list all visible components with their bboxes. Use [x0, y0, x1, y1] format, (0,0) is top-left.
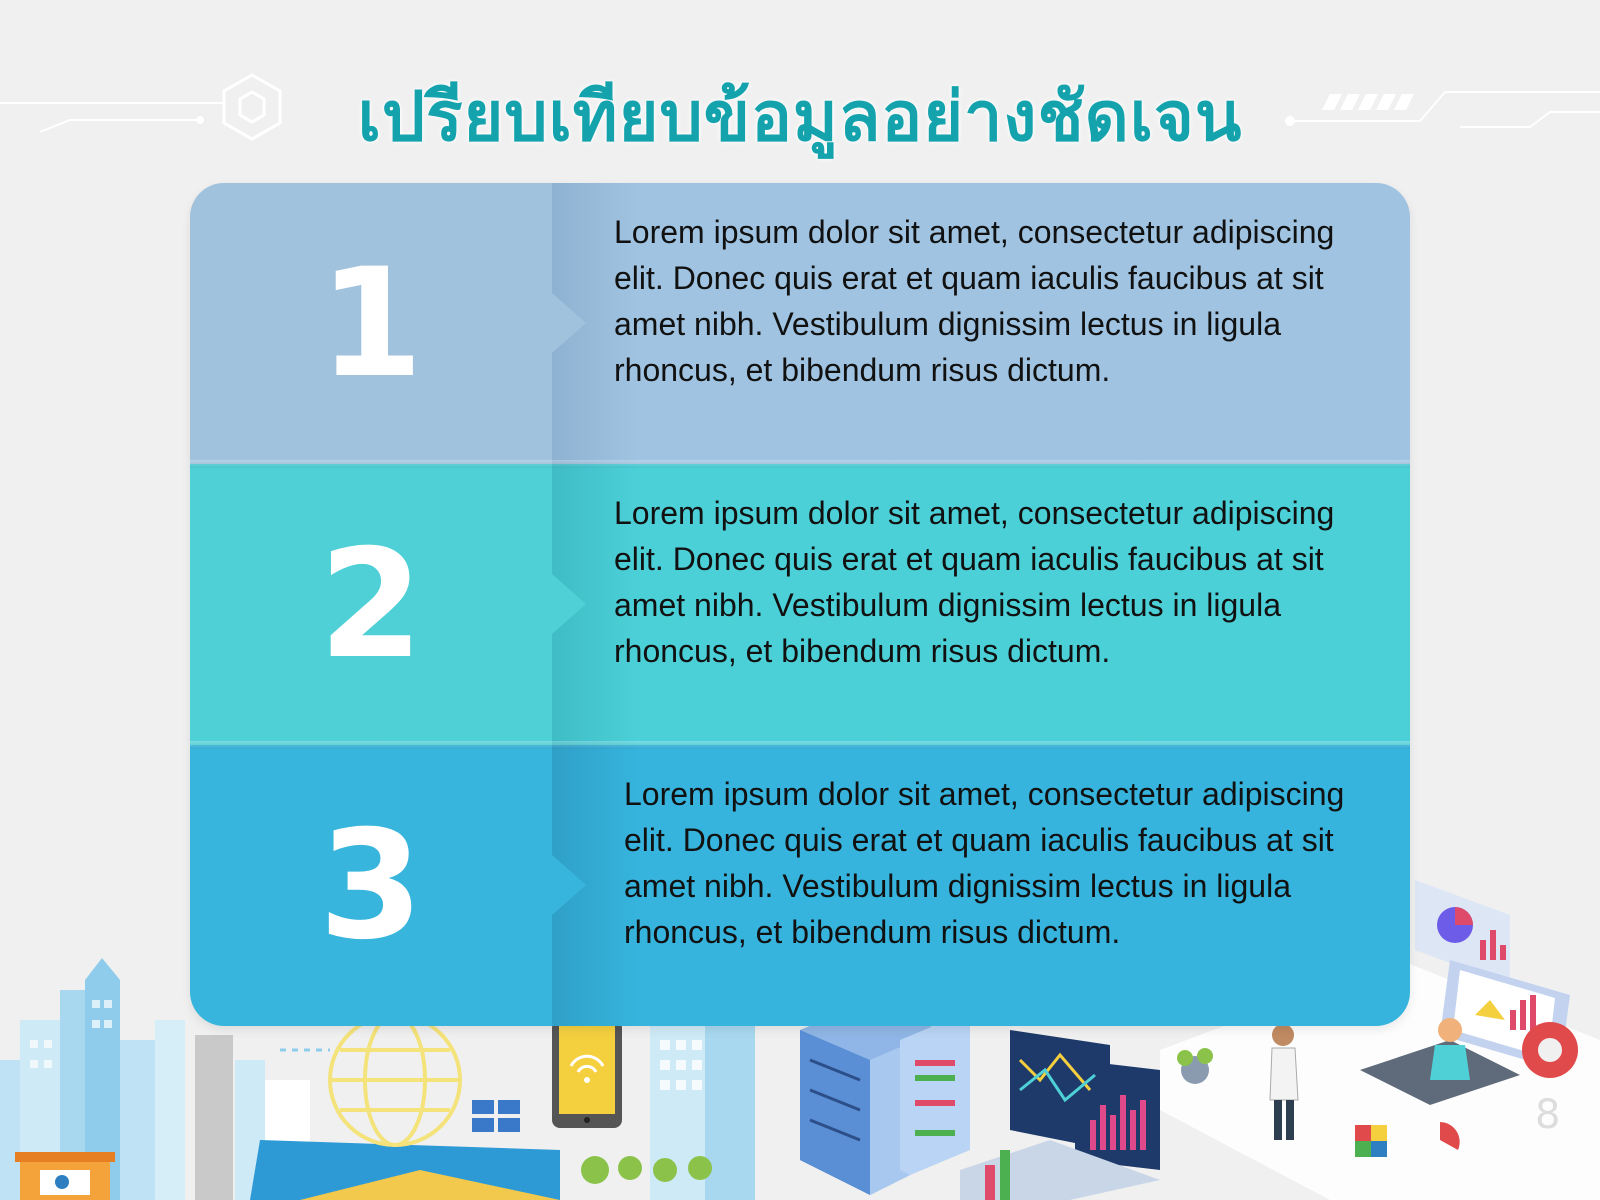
comparison-row-2	[190, 464, 1410, 745]
globe-icon	[330, 1015, 460, 1145]
row-number-3: 3	[190, 745, 552, 1026]
comparison-panel	[190, 183, 1410, 1026]
svg-text:8: 8	[1535, 1092, 1561, 1138]
laptop-chart-illustration	[960, 1030, 1160, 1200]
row-divider-1	[190, 460, 1410, 468]
row-divider-2	[190, 741, 1410, 749]
row-text-3: Lorem ipsum dolor sit amet, consectetur adipiscing elit. Donec quis erat et quam iaculis faucibus at sit amet nibh. Vestibulum dignissim lectus in ligula rhoncus, et bibendum risus dictum.	[624, 776, 1345, 950]
row-text-1: Lorem ipsum dolor sit amet, consectetur adipiscing elit. Donec quis erat et quam iaculis faucibus at sit amet nibh. Vestibulum dignissim lectus in ligula rhoncus, et bibendum risus dictum.	[614, 214, 1335, 388]
row-notch-1	[552, 293, 586, 353]
row-number-2: 2	[190, 464, 552, 745]
row-text-2: Lorem ipsum dolor sit amet, consectetur adipiscing elit. Donec quis erat et quam iaculis faucibus at sit amet nibh. Vestibulum dignissim lectus in ligula rhoncus, et bibendum risus dictum.	[614, 495, 1335, 669]
row-notch-2	[552, 574, 586, 634]
comparison-row-1	[190, 183, 1410, 464]
page-title: เปรียบเทียบข้อมูลอย่างชัดเจน	[357, 78, 1243, 157]
row-notch-3	[552, 855, 586, 915]
row-number-1: 1	[190, 183, 552, 464]
comparison-row-3	[190, 745, 1410, 1026]
smartphone-wifi-icon	[552, 1020, 622, 1128]
solar-panel-icon	[472, 1100, 520, 1132]
rubik-cube-icon	[1355, 1125, 1387, 1157]
server-rack-illustration	[800, 1000, 970, 1195]
